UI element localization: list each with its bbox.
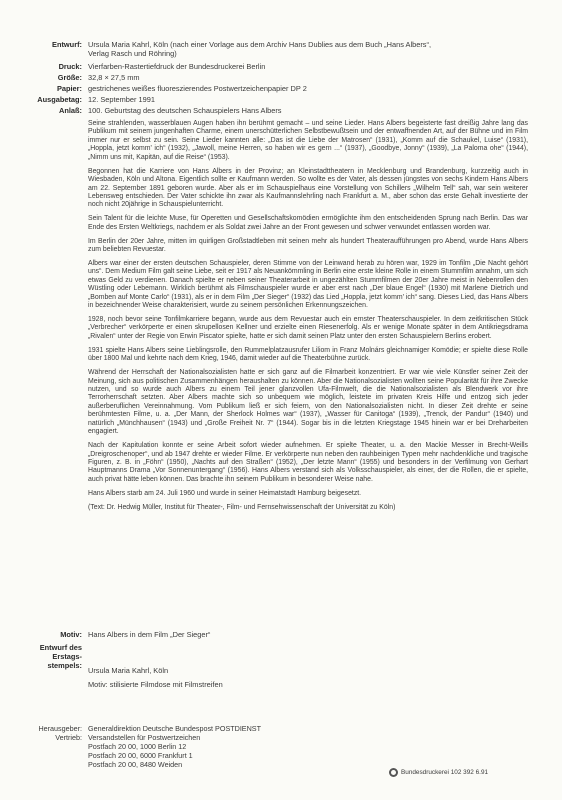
herausgeber-label-line1: Herausgeber: [38,724,82,733]
address-line: Postfach 20 00, 6000 Frankfurt 1 [88,751,193,760]
paragraph: Hans Albers starb am 24. Juli 1960 und wurde in seiner Heimatstadt Hamburg beigesetzt. [88,489,362,497]
address-line: Postfach 20 00, 8480 Weiden [88,760,183,769]
paragraph: 1931 spielte Hans Albers seine Lieblingsrolle, den Rummelplatzausrufer Liliom in Franz Molnárs gleichnamiger Komödie; er spielte diese Rolle über 1800 Mal und kehrte nach dem Krieg, 1946, damit wieder auf die Theaterbühne zurück. [88,346,528,363]
paragraph: Sein Talent für die leichte Muse, für Operetten und Gesellschaftskomödien ermöglichte ihm den entscheidenden Sprung nach Berlin. Das war Ende des Ersten Weltkriegs, nachdem er als Soldat zwei Jahre an der Front gewesen und schwer verwundet entlassen worden war. [88,215,528,231]
druck-label: Druck: [58,62,82,71]
ersttagsstempel-value-line2: Motiv: stilisierte Filmdose mit Filmstreifen [88,680,223,689]
paragraph: Nach der Kapitulation konnte er seine Arbeit sofort wieder aufnehmen. Er spielte Theater, u. a. den Mackie Messer in Brecht-Weills „Dreigroschenoper“, und ab 1947 drehte er wieder Filme. Er verkörperte nun neben den rauhbeinigen Typen mehr nachdenkliche und tragische Figuren, z. B. in „Föhn“ (1950), „Nachts auf den Straßen“ (1952), „Der letzte Mann“ (1955) und besonders in der Verfilmung von Gerhart Hauptmanns Drama „Vor Sonnenuntergang“ (1956). Hans Albers verstand sich als Volksschauspieler, als einer, der die Rollen, die er spielte, auch privat hätte leben können. Das brachte ihn seinem Publikum in besonderer Weise nahe. [88,442,528,483]
herausgeber-label [0,724,82,742]
printer-text: Bundesdruckerei 102 392 6.91 [401,769,489,776]
ersttagsstempel-value [88,666,528,689]
paragraph: 1928, noch bevor seine Tonfilmkarriere begann, wurde aus dem Revuestar auch ein ernster Theaterschauspieler. In dem zeitkritischen Stück „Verbrecher“ verkörperte er einen skrupellosen Kellner und erzielte einen Riesenerfolg. Als er wenige Monate später in dem Antikriegsdrama „Rivalen“ unter der Regie von Erwin Piscator spielte, hatte er sich damit seinen Platz unter den ersten Schauspielern Berlins erobert. [88,316,528,340]
ausgabetag-value: 12. September 1991 [88,95,155,104]
entwurf-label: Entwurf: [52,40,82,49]
herausgeber-address [88,724,261,769]
groesse-value: 32,8 × 27,5 mm [88,73,140,82]
address-line: Generaldirektion Deutsche Bundespost POSTDIENST [88,724,261,733]
anlass-value: 100. Geburtstag des deutschen Schauspielers Hans Albers [88,106,282,115]
paragraph: Begonnen hat die Karriere von Hans Albers in der Provinz; an Kleinstadttheatern in Mecklenburg und Brandenburg, kurzzeitig auch in Wiesbaden, Köln und Altona. Eigentlich sollte er Kaufmann werden. So wollte es der Vater, als dessen jüngstes von sechs Kindern Hans Albers am 22. September 1891 geboren wurde. Aber als er im Schauspielhaus eine Vorstellung von Schillers „Wilhelm Tell“ sah, war sein weiterer Lebensweg entschieden. Der Vater schickte ihn zwar als Kaufmannslehrling nach Frankfurt a. M., aber schon das erste Gehalt investierte der noch nicht 20jährige in Schauspielunterricht. [88,167,528,209]
paragraph: (Text: Dr. Hedwig Müller, Institut für Theater-, Film- und Fernsehwissenschaft der Universität zu Köln) [88,503,396,511]
paragraph: Seine strahlenden, wasserblauen Augen haben ihn berühmt gemacht – und seine Lieder. Hans Albers begeisterte fast dreißig Jahre lang das Publikum mit seinem jungenhaften Charme, einem unerschütterlichen Selbstbewußtsein und der entwaffnenden Art, auf der Bühne und im Film immer nur er selbst zu sein. Seine Lieder kannten alle: „Das ist die Liebe der Matrosen“ (1931), „Komm auf die Schaukel, Luise“ (1931), „Hoppla, jetzt komm' ich“ (1932), „Jawoll, meine Herren, so haben wir es gern ...“ (1937), „Goodbye, Jonny“ (1939), „La Paloma ohe“ (1944), „Nimm uns mit, Kapitän, auf die Reise“ (1953). [88,120,528,161]
ersttagsstempel-label [0,643,82,670]
motiv-label: Motiv: [60,630,82,639]
paragraph: Im Berlin der 20er Jahre, mitten im quirligen Großstadtleben mit seinen mehr als hundert Theateraufführungen pro Abend, wurde Hans Albers zum beliebten Revuestar. [88,237,528,254]
anlass-label: Anlaß: [59,106,82,115]
ersttagsstempel-value-line1: Ursula Maria Kahrl, Köln [88,666,169,675]
ausgabetag-label: Ausgabetag: [37,95,82,104]
papier-value: gestrichenes weißes fluoreszierendes Postwertzeichenpapier DP 2 [88,84,307,93]
vertrieb-label: Vertrieb: [55,733,82,742]
address-line: Versandstellen für Postwertzeichen [88,733,201,742]
entwurf-value-line2: Verlag Rasch und Röhring) [88,49,177,58]
paragraph: Albers war einer der ersten deutschen Schauspieler, deren Stimme von der Leinwand herab zu hören war, 1929 im Tonfilm „Die Nacht gehört uns“. Dem Medium Film galt seine Liebe, seit er 1917 als Neuankömmling in Berlin eine erste kleine Rolle in einem Stummfilm annahm, um sich etwas Geld zu verdienen. Danach spielte er neben seiner Theaterarbeit in ungezählten Stummfilmen der 20er Jahre meist in Nebenrollen den Wüstling oder Lebemann. Wirklich berühmt als Filmschauspieler wurde er aber erst nach „Der blaue Engel“ (1930) mit Marlene Dietrich und „Bomben auf Monte Carlo“ (1931), als er in dem Film „Der Sieger“ (1932) das Lied „Hoppla, jetzt komm' ich“ sang. Dieses Lied, das Hans Albers in bezeichnender Weise charakterisiert, wurde zu seinem persönlichen Erkennungszeichen. [88,259,528,310]
papier-label: Papier: [56,84,82,93]
groesse-label: Größe: [57,73,82,82]
motiv-value: Hans Albers in dem Film „Der Sieger“ [88,630,211,639]
entwurf-value-line1: Ursula Maria Kahrl, Köln (nach einer Vorlage aus dem Archiv Hans Dublies aus dem Buch „Hans Albers“, [88,40,432,49]
ersttagsstempel-label-line2: Erstags- [52,652,82,661]
bundesdruckerei-logo-icon [389,768,398,777]
entwurf-value [88,40,528,58]
paragraph: Während der Herrschaft der Nationalsozialisten hatte er sich ganz auf die Filmarbeit konzentriert. Er war wie viele Künstler seiner Zeit der Meinung, sich aus politischen Zusammenhängen heraushalten zu können. Aber die Nationalsozialisten wollten seine Popularität für ihre Zwecke nutzen, und so wurde auch Albers zu einem Teil jener glanzvollen Ufa-Filmwelt, die die Nationalsozialisten als Blendwerk vor ihre Terrorherrschaft setzten. Aber Albers machte sich so unbequem wie möglich, leistete im privaten Kreis Hilfe und entzog sich jeder außerberuflichen Vereinnahmung. Vom Publikum ließ er sich feiern, von den Nationalsozialisten nicht. In dieser Zeit drehte er seine berühmtesten Filme, u. a. „Der Mann, der Sherlock Holmes war“ (1937), „Wasser für Canitoga“ (1939), „Trenck, der Pandur“ (1940) und natürlich „Münchhausen“ (1943) und „Große Freiheit Nr. 7“ (1944). Sogar bis in die letzten Kriegstage 1945 hinein war er bei Dreharbeiten engagiert. [88,369,528,436]
printer-imprint [389,768,488,777]
druck-value: Vierfarben-Rastertiefdruck der Bundesdruckerei Berlin [88,62,266,71]
ersttagsstempel-label-line3: stempels: [47,661,82,670]
anlass-text [88,120,528,517]
address-line: Postfach 20 00, 1000 Berlin 12 [88,742,187,751]
ersttagsstempel-label-line1: Entwurf des [39,643,82,652]
